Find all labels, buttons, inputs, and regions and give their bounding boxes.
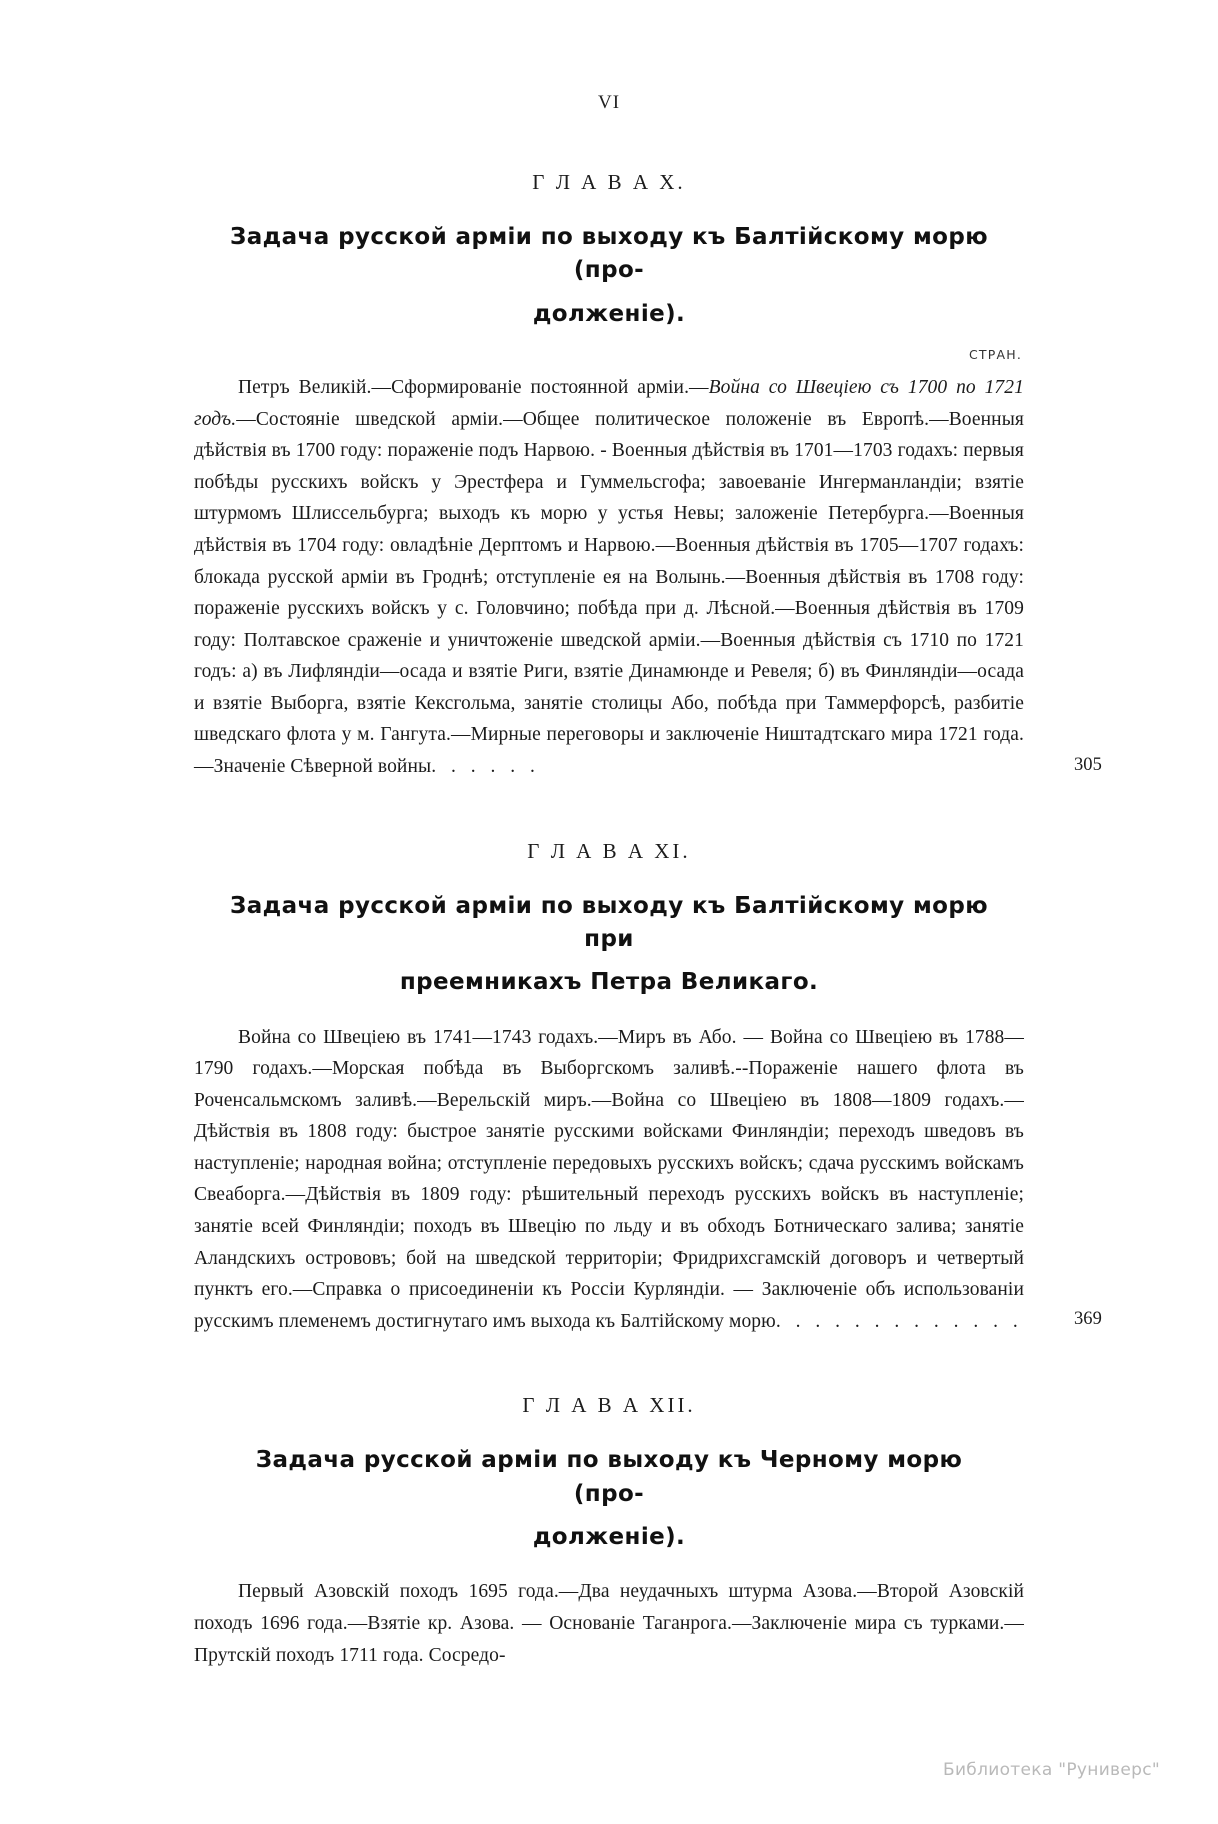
chapter-entry-11 [194, 838, 1102, 1338]
chapter-label-11: Г Л А В А XI. [527, 838, 691, 863]
page-folio: VI [597, 92, 621, 113]
column-header-pages: СТРАН. [968, 347, 1022, 363]
leader-dots-11: . . . . . . . . . . . . . [775, 1310, 1023, 1332]
summary-pre-12: Первый Азовскій походъ 1695 года.—Два неудачныхъ штурма Азова.—Второй Азовскій походъ 1696 года.—Взятіе кр. Азова. — Основаніе Таганрога.—Заключеніе мира съ турками.—Прутскій походъ 1711 года. Сосредо- [194, 1581, 1024, 1666]
chapter-label-10: Г Л А В А X. [532, 170, 686, 194]
chapter-title-12-line2: долженіе). [532, 1524, 686, 1551]
chapter-title-11-line2: преемникахъ Петра Великаго. [399, 969, 819, 996]
chapter-page-number-11: 369 [1073, 1309, 1102, 1330]
chapter-title-12-line1: Задача русской арміи по выходу къ Черному морю (про- [255, 1447, 963, 1507]
summary-post-10: —Состояніе шведской арміи.—Общее политическое положеніе въ Европѣ.—Военныя дѣйствія въ 1700 году: пораженіе подъ Нарвою. - Военныя дѣйствія въ 1701—1703 годахъ: первыя побѣды русскихъ войскъ у Эрестфера и Гуммельсгофа; завоеваніе Ингерманландіи; взятіе штурмомъ Шлиссельбурга; выходъ къ морю у устья Невы; заложеніе Петербурга.—Военныя дѣйствія въ 1704 году: овладѣніе Дерптомъ и Нарвою.—Военныя дѣйствія въ 1705—1707 годахъ: блокада русской арміи въ Гроднѣ; отступленіе ея на Волынь.—Военныя дѣйствія въ 1708 году: пораженіе русскихъ войскъ у с. Головчино; побѣда при д. Лѣсной.—Военныя дѣйствія въ 1709 году: Полтавское сраженіе и уничтоженіе шведской арміи.—Военныя дѣйствія съ 1710 по 1721 годъ: а) въ Лифляндіи—осада и взятіе Риги, взятіе Динамюнде и Ревеля; б) въ Финляндіи—осада и взятіе Выборга, взятіе Кексгольма, занятіе столицы Або, побѣда при Таммерфорсѣ, разбитіе шведскаго флота у м. Гангута.—Мирные переговоры и заключеніе Ништадтскаго мира 1721 года.—Значеніе Сѣверной войны [194, 408, 1024, 777]
table-of-contents [194, 170, 1102, 1671]
chapter-summary-11 [194, 1022, 1102, 1338]
chapter-title-10-line2: долженіе). [532, 300, 686, 327]
chapter-title-11-line1: Задача русской арміи по выходу къ Балтійскому морю при [230, 892, 988, 952]
summary-italic-10: Война со Швеціею съ 1700 по 1721 годъ. [194, 377, 1024, 430]
library-watermark: Библиотека "Руниверс" [943, 1760, 1160, 1780]
chapter-entry-10 [194, 170, 1102, 783]
chapter-label-12: Г Л А В А XII. [522, 1393, 696, 1418]
chapter-entry-12 [194, 1393, 1024, 1671]
chapter-summary-10 [194, 372, 1102, 783]
summary-pre-10: Петръ Великій.—Сформированіе постоянной арміи.— [238, 377, 709, 399]
summary-pre-11: Война со Швеціею въ 1741—1743 годахъ.—Миръ въ Або. — Война со Швеціею въ 1788—1790 годахъ.—Морская побѣда въ Выборгскомъ заливѣ.--Пораженіе нашего флота въ Роченсальмскомъ заливѣ.—Верельскій миръ.—Война со Швеціею въ 1808—1809 годахъ.—Дѣйствія въ 1808 году: быстрое занятіе русскими войсками Финляндіи; переходъ шведовъ въ наступленіе; народная война; отступленіе передовыхъ русскихъ войскъ; сдача русскимъ войскамъ Свеаборга.—Дѣйствія въ 1809 году: рѣшительный переходъ русскихъ войскъ въ наступленіе; занятіе всей Финляндіи; походъ въ Швецію по льду и въ обходъ Ботническаго залива; занятіе Аландскихъ острововъ; бой на шведской территоріи; Фридрихсгамскій договоръ и четвертый пунктъ его.—Справка о присоединеніи къ Россіи Курляндіи. — Заключеніе объ использованіи русскимъ племенемъ достигнутаго имъ выхода къ Балтійскому морю [194, 1026, 1024, 1332]
chapter-page-number-10: 305 [1073, 754, 1102, 775]
chapter-summary-12 [194, 1576, 1024, 1671]
leader-dots-10: . . . . . . [431, 755, 540, 777]
chapter-title-10-line1: Задача русской арміи по выходу къ Балтійскому морю (про- [230, 224, 988, 284]
